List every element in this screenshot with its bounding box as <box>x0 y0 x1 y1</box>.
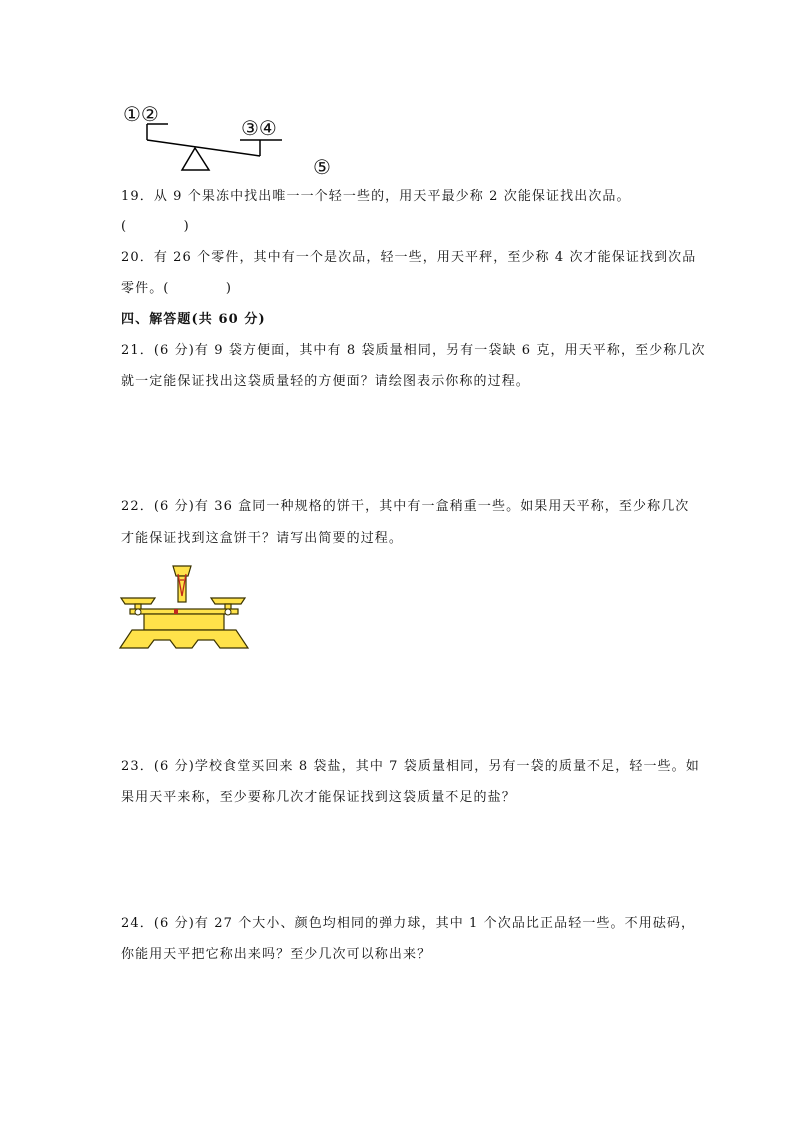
fulcrum-triangle-icon <box>182 148 209 170</box>
question-20-line-1: 20．有 26 个零件，其中有一个是次品，轻一些，用天平秤，至少称 4 次才能保证找到次品 <box>121 250 697 265</box>
question-19-answer-blank: ( ) <box>121 219 190 234</box>
question-23-line-1: 23．(6 分)学校食堂买回来 8 袋盐，其中 7 袋质量相同，另有一袋的质量不足，轻一些。如 <box>121 759 700 774</box>
question-24-line-2: 你能用天平把它称出来吗？至少几次可以称出来？ <box>121 947 432 962</box>
section-title: 四、解答题(共 60 分) <box>121 312 266 327</box>
question-20-line-2: 零件。( ) <box>121 281 233 296</box>
question-19-line-1: 19．从 9 个果冻中找出唯一一个轻一些的，用天平最少称 2 次能保证找出次品。 <box>121 189 631 204</box>
question-23-line-2: 果用天平来称，至少要称几次才能保证找到这袋质量不足的盐？ <box>121 790 516 805</box>
question-22-line-2: 才能保证找到这盒饼干？请写出简要的过程。 <box>121 531 404 546</box>
balance-scale-illustration <box>118 560 258 652</box>
question-21-line-1: 21．(6 分)有 9 袋方便面，其中有 8 袋质量相同，另有一袋缺 6 克，用天平称，至少称几次 <box>121 343 706 358</box>
question-21-line-2: 就一定能保证找出这袋质量轻的方便面？请绘图表示你称的过程。 <box>121 374 530 389</box>
outside-label: ⑤ <box>313 155 331 179</box>
right-pan-label: ③④ <box>241 116 277 140</box>
question-24-line-1: 24．(6 分)有 27 个大小、颜色均相同的弹力球，其中 1 个次品比正品轻一些。不用砝码， <box>121 916 696 931</box>
left-pan-label: ①② <box>123 102 159 126</box>
question-22-line-1: 22．(6 分)有 36 盒同一种规格的饼干，其中有一盒稍重一些。如果用天平称，至少称几次 <box>121 499 690 514</box>
